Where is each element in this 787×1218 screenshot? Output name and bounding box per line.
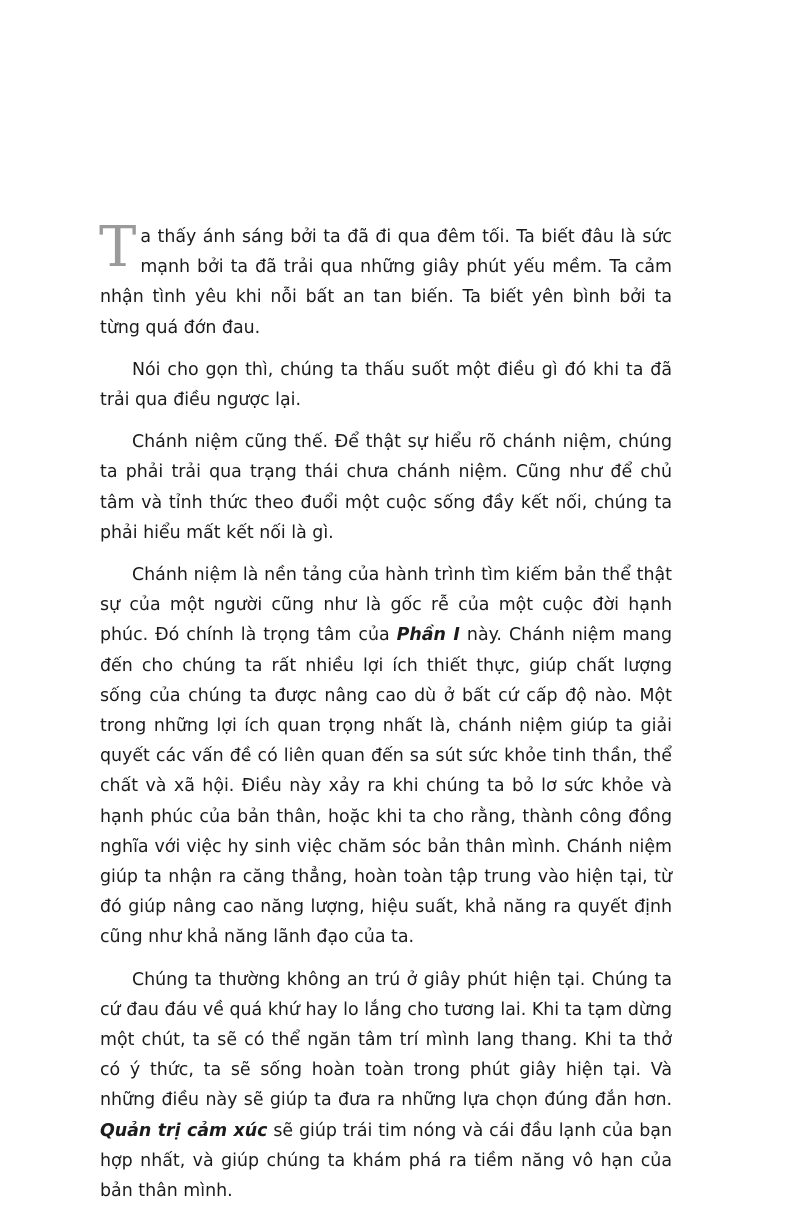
paragraph-4 xyxy=(100,560,672,953)
part-one-emphasis: Phần I xyxy=(396,625,460,646)
paragraph-1-text: a thấy ánh sáng bởi ta đã đi qua đêm tối. Ta biết đâu là sức mạnh bởi ta đã trải qua những giây phút yếu mềm. Ta cảm nhận tình yêu khi nỗi bất an tan biến. Ta biết yên bình bởi ta từng quá đớn đau. xyxy=(100,227,672,338)
paragraph-1 xyxy=(99,215,672,343)
paragraph-3: Chánh niệm cũng thế. Để thật sự hiểu rõ chánh niệm, chúng ta phải trải qua trạng thái chưa chánh niệm. Cũng như để chủ tâm và tỉnh thức theo đuổi một cuộc sống đầy kết nối, chúng ta phải hiểu mất kết nối là gì. xyxy=(100,432,672,543)
paragraph-4-text-start: Chánh niệm là nền tảng của hành trình tìm kiếm bản thể thật sự của một người cũng như là gốc rễ của một cuộc đời hạnh phúc. Đó chính là trọng tâm của xyxy=(100,565,672,646)
book-page-body xyxy=(99,215,672,1218)
paragraph-5-text-end: sẽ giúp trái tim nóng và cái đầu lạnh của bạn hợp nhất, và giúp chúng ta khám phá ra tiềm năng vô hạn của bản thân mình. xyxy=(100,1120,672,1202)
paragraph-5 xyxy=(100,965,672,1207)
paragraph-4-text-end: này. Chánh niệm mang đến cho chúng ta rất nhiều lợi ích thiết thực, giúp chất lượng sống của chúng ta được nâng cao dù ở bất cứ cấp độ nào. Một trong những lợi ích quan trọng nhất là, chánh niệm giúp ta giải quyết các vấn đề có liên quan đến sa sút sức khỏe tinh thần, thể chất và xã hội. Điều này xảy ra khi chúng ta bỏ lơ sức khỏe và hạnh phúc của bản thân, hoặc khi ta cho rằng, thành công đồng nghĩa với việc hy sinh việc chăm sóc bản thân mình. Chánh niệm giúp ta nhận ra căng thẳng, hoàn toàn tập trung vào hiện tại, từ đó giúp nâng cao năng lượng, hiệu suất, khả năng ra quyết định cũng như khả năng lãnh đạo của ta. xyxy=(100,625,672,948)
paragraph-2: Nói cho gọn thì, chúng ta thấu suốt một điều gì đó khi ta đã trải qua điều ngược lại. xyxy=(100,359,672,411)
book-title-emphasis: Quản trị cảm xúc xyxy=(100,1120,268,1141)
paragraph-5-text-start: Chúng ta thường không an trú ở giây phút hiện tại. Chúng ta cứ đau đáu về quá khứ hay lo lắng cho tương lai. Khi ta tạm dừng một chút, ta sẽ có thể ngăn tâm trí mình lang thang. Khi ta thở có ý thức, ta sẽ sống hoàn toàn trong phút giây hiện tại. Và những điều này sẽ giúp ta đưa ra những lựa chọn đúng đắn hơn. xyxy=(100,969,672,1111)
drop-cap-letter: T xyxy=(99,215,137,280)
